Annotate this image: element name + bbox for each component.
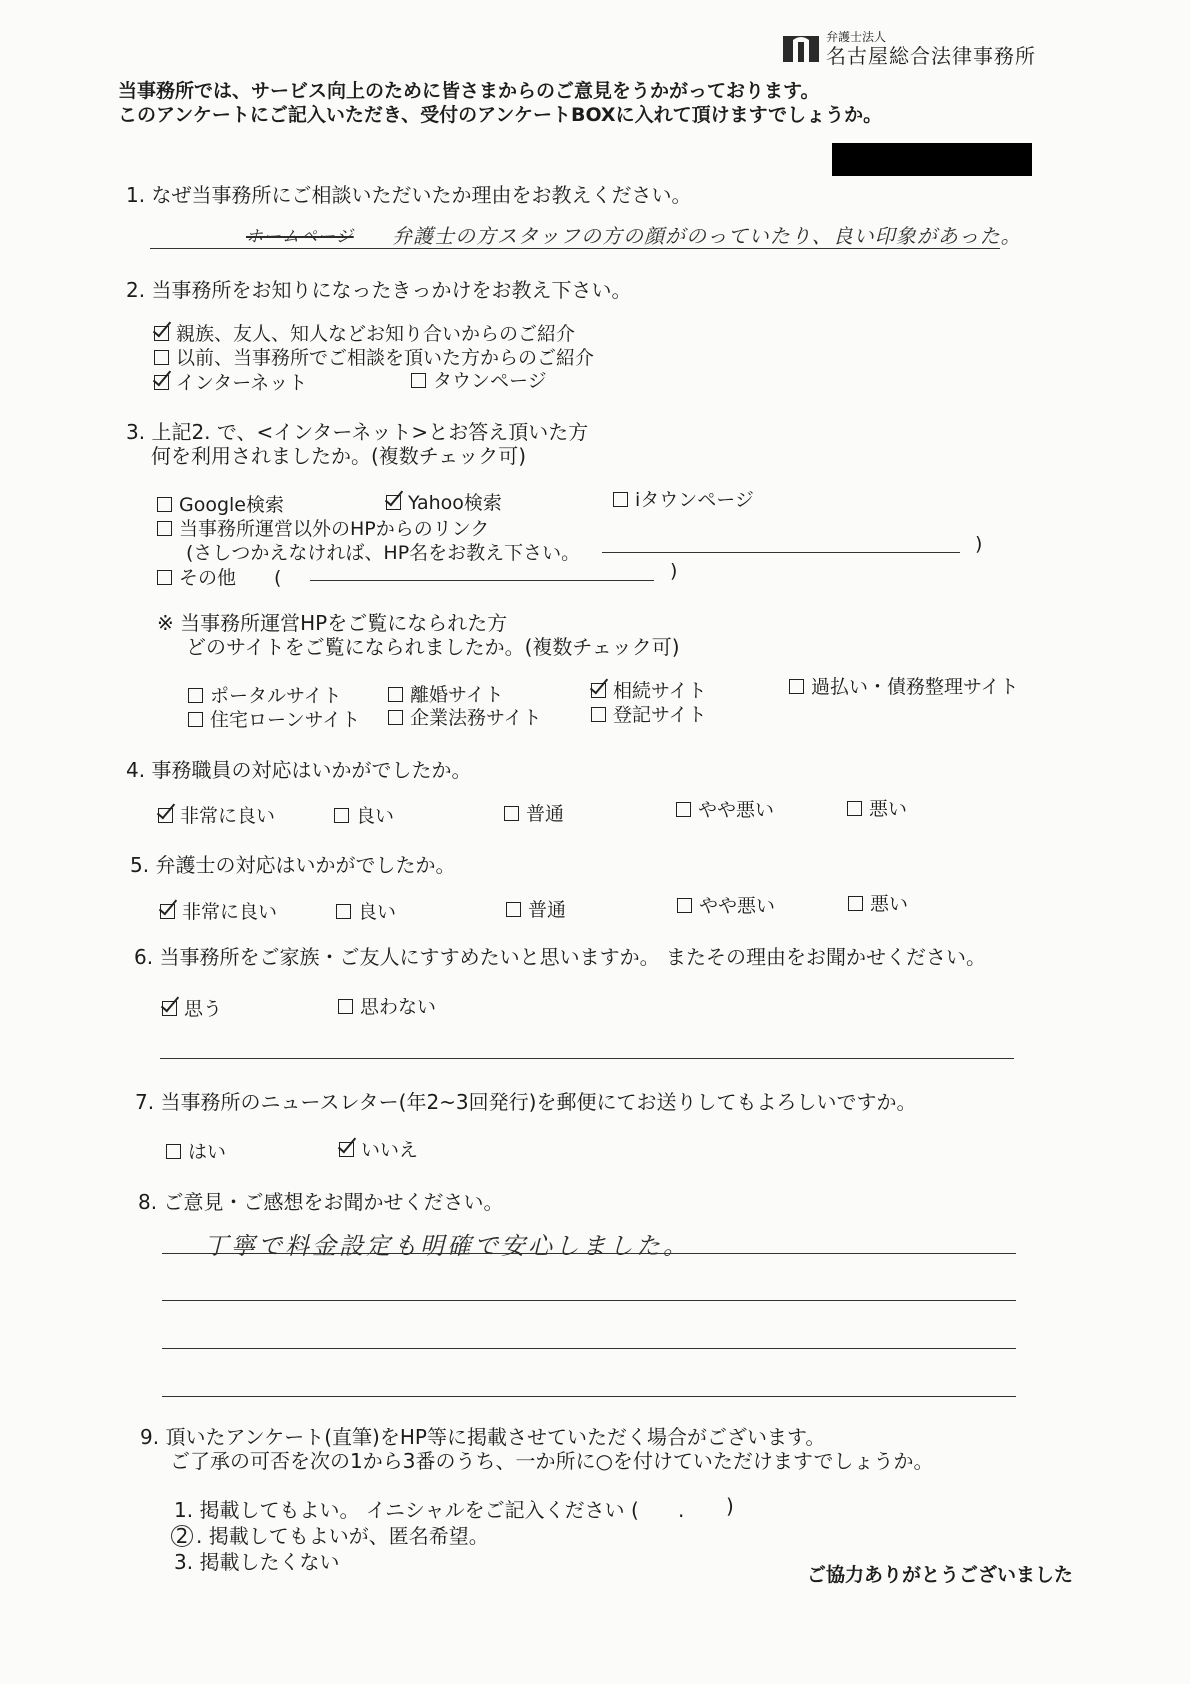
- checkbox-icon[interactable]: [188, 712, 203, 727]
- checkbox-icon[interactable]: [334, 808, 349, 823]
- q3-hp-name-field[interactable]: [602, 552, 960, 553]
- q9-option-1[interactable]: 1. 掲載してもよい。 イニシャルをご記入ください (: [174, 1498, 639, 1522]
- checkbox-icon[interactable]: [388, 710, 403, 725]
- q2-option-internet[interactable]: インターネット: [154, 372, 307, 395]
- checkbox-icon[interactable]: [157, 570, 172, 585]
- checkbox-icon[interactable]: [388, 687, 403, 702]
- q2-question: 2. 当事務所をお知りになったきっかけをお教え下さい。: [126, 278, 632, 302]
- q3-question-line-2: 何を利用されましたか。(複数チェック可): [151, 444, 527, 468]
- q8-answer[interactable]: 丁寧で料金設定も明確で安心しました。: [204, 1232, 690, 1260]
- redaction-block: [832, 143, 1032, 176]
- q5-rating-good[interactable]: 良い: [336, 901, 396, 924]
- q2-option-former-client[interactable]: 以前、当事務所でご相談を頂いた方からのご紹介: [154, 347, 594, 370]
- checkbox-checked-icon[interactable]: [591, 683, 606, 698]
- q4-rating-bad[interactable]: 悪い: [847, 798, 907, 821]
- q3-site-corporate[interactable]: 企業法務サイト: [388, 707, 542, 730]
- checkbox-icon[interactable]: [411, 373, 426, 388]
- thanks-message: ご協力ありがとうございました: [807, 1564, 1074, 1586]
- checkbox-icon[interactable]: [848, 896, 863, 911]
- q9-initials-dot: .: [678, 1498, 685, 1522]
- q9-option-2[interactable]: 2 . 掲載してもよいが、匿名希望。: [174, 1524, 489, 1548]
- q3-site-portal[interactable]: ポータルサイト: [188, 685, 342, 708]
- q1-answer-line: [150, 248, 1000, 249]
- org-name: 名古屋総合法律事務所: [826, 44, 1036, 68]
- q3-option-yahoo[interactable]: Yahoo検索: [386, 492, 502, 515]
- checkbox-checked-icon[interactable]: [160, 904, 175, 919]
- q6-question: 6. 当事務所をご家族・ご友人にすすめたいと思いますか。 またその理由をお聞かせください。: [134, 945, 986, 969]
- q3-option-other[interactable]: その他: [157, 567, 236, 590]
- q4-rating-good[interactable]: 良い: [334, 805, 394, 828]
- q8-question: 8. ご意見・ご感想をお聞かせください。: [138, 1190, 504, 1214]
- intro-line-2: このアンケートにご記入いただき、受付のアンケートBOXに入れて頂けますでしょうか。: [118, 104, 883, 126]
- q4-rating-somewhat-bad[interactable]: やや悪い: [676, 799, 774, 822]
- q4-rating-average[interactable]: 普通: [504, 803, 564, 826]
- q3-option-itownpage[interactable]: iタウンページ: [613, 489, 754, 512]
- checkbox-icon[interactable]: [847, 801, 862, 816]
- q7-option-yes[interactable]: はい: [166, 1141, 226, 1164]
- q3-link-paren-close: ): [975, 533, 983, 555]
- q3-option-google[interactable]: Google検索: [157, 494, 284, 517]
- checkbox-checked-icon[interactable]: [154, 375, 169, 390]
- org-type: 弁護士法人: [826, 30, 887, 44]
- checkbox-icon[interactable]: [154, 350, 169, 365]
- q8-line-4[interactable]: [162, 1396, 1016, 1397]
- q3-site-home-loan[interactable]: 住宅ローンサイト: [188, 709, 360, 732]
- q3-note-line-2: どのサイトをご覧になられましたか。(複数チェック可): [186, 635, 680, 659]
- q2-option-townpage[interactable]: タウンページ: [411, 370, 547, 393]
- checkbox-checked-icon[interactable]: [339, 1142, 354, 1157]
- q4-question: 4. 事務職員の対応はいかがでしたか。: [126, 758, 472, 782]
- checkbox-icon[interactable]: [157, 497, 172, 512]
- q9-question-line-1: 9. 頂いたアンケート(直筆)をHP等に掲載させていただく場合がございます。: [140, 1425, 826, 1449]
- circled-mark-icon: 2: [171, 1525, 193, 1547]
- q3-option-external-link[interactable]: 当事務所運営以外のHPからのリンク: [157, 518, 489, 541]
- checkbox-checked-icon[interactable]: [386, 495, 401, 510]
- q3-other-field[interactable]: [310, 580, 654, 581]
- checkbox-checked-icon[interactable]: [158, 808, 173, 823]
- checkbox-icon[interactable]: [504, 806, 519, 821]
- checkbox-icon[interactable]: [591, 707, 606, 722]
- checkbox-icon[interactable]: [188, 688, 203, 703]
- checkbox-icon[interactable]: [676, 802, 691, 817]
- q9-option-1-close: ): [726, 1494, 734, 1518]
- q3-question-line-1: 3. 上記2. で、<インターネット>とお答え頂いた方: [126, 420, 589, 444]
- checkbox-icon[interactable]: [613, 492, 628, 507]
- q5-rating-bad[interactable]: 悪い: [848, 893, 908, 916]
- checkbox-icon[interactable]: [157, 521, 172, 536]
- checkbox-icon[interactable]: [677, 898, 692, 913]
- q9-option-3[interactable]: 3. 掲載したくない: [174, 1550, 340, 1574]
- q3-note-line-1: ※ 当事務所運営HPをご覧になられた方: [157, 611, 508, 635]
- q1-answer[interactable]: 弁護士の方スタッフの方の顔がのっていたり、良い印象があった。: [392, 224, 1022, 248]
- q7-option-no[interactable]: いいえ: [339, 1139, 418, 1162]
- q3-site-debt[interactable]: 過払い・債務整理サイト: [789, 676, 1019, 699]
- q9-question-line-2: ご了承の可否を次の1から3番のうち、一か所に○を付けていただけますでしょうか。: [170, 1449, 934, 1473]
- checkbox-icon[interactable]: [338, 999, 353, 1014]
- q3-other-paren-open: (: [274, 567, 282, 589]
- checkbox-icon[interactable]: [336, 904, 351, 919]
- intro-line-1: 当事務所では、サービス向上のために皆さまからのご意見をうかがっております。: [118, 80, 820, 102]
- q1-answer-struck: ホームページ: [246, 227, 354, 247]
- q6-reason-line[interactable]: [160, 1058, 1014, 1059]
- q4-rating-very-good[interactable]: 非常に良い: [158, 805, 275, 828]
- q8-line-1[interactable]: [162, 1253, 1016, 1254]
- q5-rating-somewhat-bad[interactable]: やや悪い: [677, 895, 775, 918]
- q5-rating-average[interactable]: 普通: [506, 899, 566, 922]
- q3-site-divorce[interactable]: 離婚サイト: [388, 684, 504, 707]
- q3-link-note: (さしつかえなければ、HP名をお教え下さい。: [186, 542, 581, 564]
- checkbox-icon[interactable]: [789, 679, 804, 694]
- q6-option-yes[interactable]: 思う: [162, 998, 222, 1021]
- q8-line-2[interactable]: [162, 1300, 1016, 1301]
- q3-site-registry[interactable]: 登記サイト: [591, 704, 707, 727]
- law-firm-logo-icon: [783, 32, 819, 62]
- checkbox-checked-icon[interactable]: [154, 326, 169, 341]
- q3-other-paren-close: ): [670, 560, 678, 582]
- q5-question: 5. 弁護士の対応はいかがでしたか。: [130, 853, 456, 877]
- q2-option-acquaintance[interactable]: 親族、友人、知人などお知り合いからのご紹介: [154, 323, 575, 346]
- checkbox-checked-icon[interactable]: [162, 1001, 177, 1016]
- q7-question: 7. 当事務所のニュースレター(年2~3回発行)を郵便にてお送りしてもよろしいですか。: [135, 1090, 917, 1114]
- q6-option-no[interactable]: 思わない: [338, 996, 436, 1019]
- q3-site-inheritance[interactable]: 相続サイト: [591, 680, 707, 703]
- checkbox-icon[interactable]: [506, 902, 521, 917]
- q1-question: 1. なぜ当事務所にご相談いただいたか理由をお教えください。: [126, 183, 692, 207]
- q5-rating-very-good[interactable]: 非常に良い: [160, 901, 277, 924]
- checkbox-icon[interactable]: [166, 1144, 181, 1159]
- q8-line-3[interactable]: [162, 1348, 1016, 1349]
